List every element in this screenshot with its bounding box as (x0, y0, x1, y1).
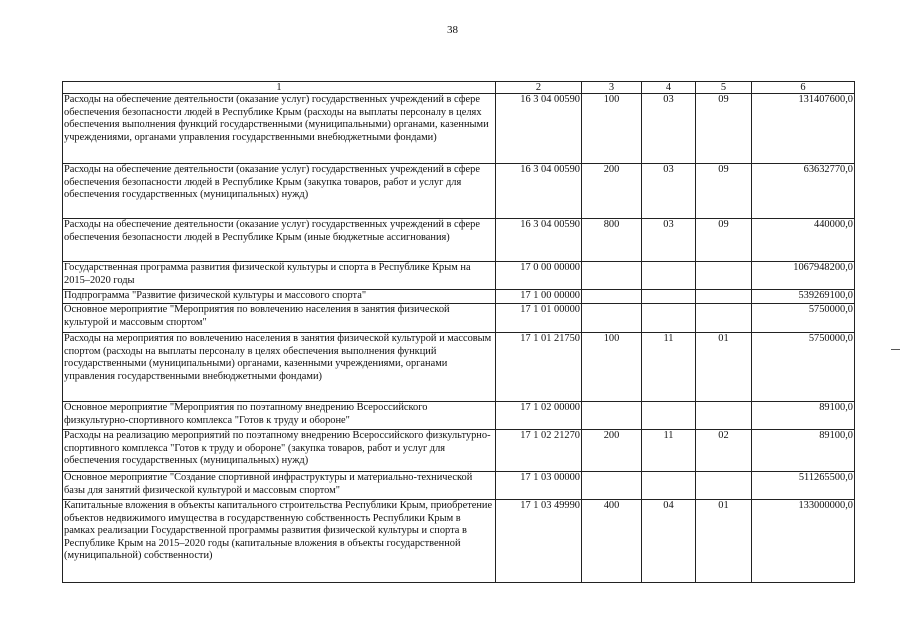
row-col5 (696, 290, 752, 304)
row-description: Капитальные вложения в объекты капитального строительства Республики Крым, приобретение объектов недвижимого имущества в государственную собственность Республики Крым в рамках реализации Государственной программы развития физической культуры и спорта в Республике Крым на 2015–2020 годы (капитальные вложения в объекты государственной (муниципальной) собственности) (63, 500, 496, 583)
row-code: 17 1 01 00000 (496, 304, 582, 333)
row-col4 (642, 262, 696, 290)
row-col5 (696, 304, 752, 333)
row-col4: 03 (642, 164, 696, 219)
row-description: Расходы на обеспечение деятельности (оказание услуг) государственных учреждений в сфере обеспечения безопасности людей в Республике Крым (иные бюджетные ассигнования) (63, 219, 496, 262)
row-col4: 04 (642, 500, 696, 583)
row-col3: 400 (582, 500, 642, 583)
row-amount: 511265500,0 (752, 472, 855, 500)
row-col5: 01 (696, 333, 752, 402)
row-amount: 133000000,0 (752, 500, 855, 583)
page-number: 38 (447, 24, 458, 36)
row-col5: 02 (696, 430, 752, 472)
row-col5: 09 (696, 219, 752, 262)
table-header-row (63, 82, 855, 94)
row-amount: 5750000,0 (752, 333, 855, 402)
row-code: 17 1 00 00000 (496, 290, 582, 304)
row-amount: 89100,0 (752, 430, 855, 472)
row-amount: 539269100,0 (752, 290, 855, 304)
row-code: 17 1 02 00000 (496, 402, 582, 430)
row-col3 (582, 304, 642, 333)
row-amount: 440000,0 (752, 219, 855, 262)
row-col5: 09 (696, 94, 752, 164)
row-amount: 131407600,0 (752, 94, 855, 164)
row-col4 (642, 472, 696, 500)
table-body (63, 94, 855, 583)
row-col4: 03 (642, 219, 696, 262)
row-col4 (642, 290, 696, 304)
row-description: Основное мероприятие "Мероприятия по поэтапному внедрению Всероссийского физкультурно-спортивного комплекса "Готов к труду и обороне" (63, 402, 496, 430)
row-code: 16 3 04 00590 (496, 94, 582, 164)
budget-table (62, 81, 855, 583)
row-col3 (582, 402, 642, 430)
row-col5 (696, 402, 752, 430)
column-header: 6 (752, 82, 855, 94)
table-row (63, 219, 855, 262)
row-amount: 63632770,0 (752, 164, 855, 219)
row-description: Расходы на обеспечение деятельности (оказание услуг) государственных учреждений в сфере обеспечения безопасности людей в Республике Крым (расходы на выплаты персоналу в целях обеспечения выполнения функций государственными (муниципальными) органами, казенными учреждениями, органами управления государственными внебюджетными фондами) (63, 94, 496, 164)
table-row (63, 304, 855, 333)
row-col4 (642, 304, 696, 333)
table-row (63, 333, 855, 402)
row-code: 17 0 00 00000 (496, 262, 582, 290)
row-code: 17 1 02 21270 (496, 430, 582, 472)
table-row (63, 500, 855, 583)
row-description: Основное мероприятие "Мероприятия по вовлечению населения в занятия физической культурой и массовым спортом" (63, 304, 496, 333)
row-amount: 1067948200,0 (752, 262, 855, 290)
row-col3: 200 (582, 164, 642, 219)
row-col5: 01 (696, 500, 752, 583)
row-col5 (696, 472, 752, 500)
column-header: 1 (63, 82, 496, 94)
row-description: Расходы на обеспечение деятельности (оказание услуг) государственных учреждений в сфере обеспечения безопасности людей в Республике Крым (закупка товаров, работ и услуг для обеспечения государственных (муниципальных) нужд) (63, 164, 496, 219)
column-header: 3 (582, 82, 642, 94)
row-col5 (696, 262, 752, 290)
column-header: 5 (696, 82, 752, 94)
row-col4: 11 (642, 430, 696, 472)
row-code: 16 3 04 00590 (496, 164, 582, 219)
row-col3 (582, 472, 642, 500)
row-col4: 03 (642, 94, 696, 164)
column-header: 2 (496, 82, 582, 94)
margin-mark (891, 349, 900, 350)
row-col3: 100 (582, 333, 642, 402)
row-description: Государственная программа развития физической культуры и спорта в Республике Крым на 2015–2020 годы (63, 262, 496, 290)
table-row (63, 164, 855, 219)
row-description: Основное мероприятие "Создание спортивной инфраструктуры и материально-технической базы для занятий физической культурой и массовым спортом" (63, 472, 496, 500)
row-col3: 200 (582, 430, 642, 472)
row-col3: 800 (582, 219, 642, 262)
row-col4 (642, 402, 696, 430)
row-code: 17 1 03 00000 (496, 472, 582, 500)
row-amount: 5750000,0 (752, 304, 855, 333)
table-row (63, 402, 855, 430)
row-col3 (582, 262, 642, 290)
column-header: 4 (642, 82, 696, 94)
table-row (63, 430, 855, 472)
row-description: Расходы на реализацию мероприятий по поэтапному внедрению Всероссийского физкультурно-спортивного комплекса "Готов к труду и обороне" (закупка товаров, работ и услуг для обеспечения государственных (муниципальных) нужд) (63, 430, 496, 472)
row-code: 17 1 01 21750 (496, 333, 582, 402)
row-amount: 89100,0 (752, 402, 855, 430)
row-col3 (582, 290, 642, 304)
row-code: 17 1 03 49990 (496, 500, 582, 583)
row-description: Расходы на мероприятия по вовлечению населения в занятия физической культурой и массовым спортом (расходы на выплаты персоналу в целях обеспечения выполнения функций государственными (муниципальными) органами, казенными учреждениями, органами управления государственными внебюджетными фондами) (63, 333, 496, 402)
row-code: 16 3 04 00590 (496, 219, 582, 262)
table-row (63, 262, 855, 290)
table-row (63, 290, 855, 304)
row-description: Подпрограмма "Развитие физической культуры и массового спорта" (63, 290, 496, 304)
row-col3: 100 (582, 94, 642, 164)
row-col5: 09 (696, 164, 752, 219)
table-row (63, 94, 855, 164)
row-col4: 11 (642, 333, 696, 402)
table-row (63, 472, 855, 500)
